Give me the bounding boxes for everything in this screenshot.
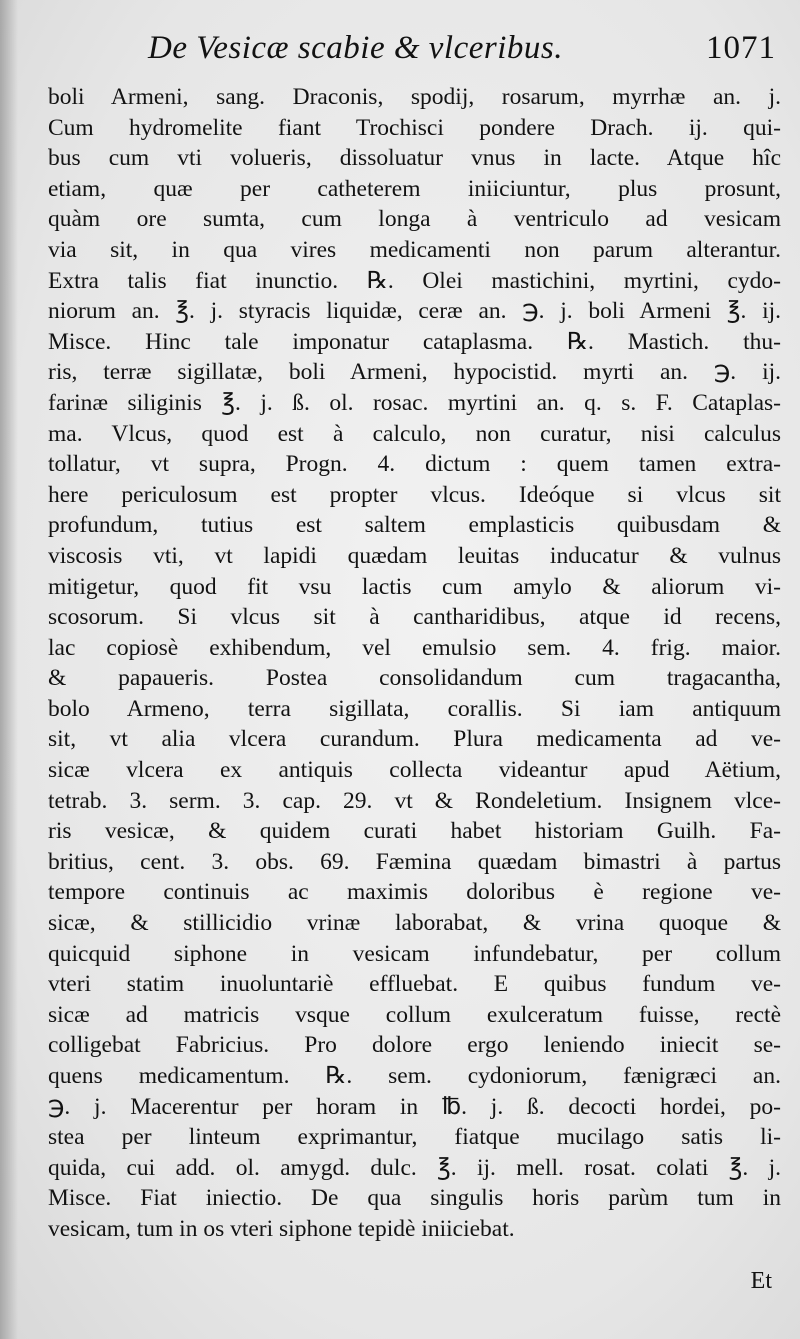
text-line: sicæ ad matricis vsque collum exulceratum fuisse, rectè: [48, 1001, 781, 1028]
text-line: via sit, in qua vires medicamenti non parum alterantur.: [48, 236, 781, 263]
text-line: farinæ siliginis ℥. j. ß. ol. rosac. myrtini an. q. s. F. Cataplas-: [48, 389, 781, 416]
text-line: etiam, quæ per catheterem iniiciuntur, plus prosunt,: [48, 175, 781, 202]
text-line: bus cum vti volueris, dissoluatur vnus in lacte. Atque hîc: [48, 145, 781, 172]
text-line: quàm ore sumta, cum longa à ventriculo ad vesicam: [48, 206, 781, 233]
text-line: ma. Vlcus, quod est à calculo, non curatur, nisi calculus: [48, 420, 781, 447]
gutter-shadow: [0, 0, 18, 1339]
text-line: sicæ vlcera ex antiquis collecta videantur apud Aëtium,: [48, 757, 781, 784]
text-line: & papaueris. Postea consolidandum cum tragacantha,: [48, 665, 781, 692]
text-line: quens medicamentum. ℞. sem. cydoniorum, fænigræci an.: [48, 1063, 781, 1089]
text-line: mitigetur, quod fit vsu lactis cum amylo & aliorum vi-: [48, 573, 781, 600]
text-line: tetrab. 3. serm. 3. cap. 29. vt & Rondeletium. Insignem vlce-: [48, 787, 781, 814]
page-header: [148, 30, 776, 74]
text-line: scosorum. Si vlcus sit à cantharidibus, atque id recens,: [48, 604, 781, 631]
text-line: niorum an. ℥. j. styracis liquidæ, ceræ an. ℈. j. boli Armeni ℥. ij.: [48, 298, 781, 325]
text-line: britius, cent. 3. obs. 69. Fæmina quædam bimastri à partus: [48, 848, 781, 875]
text-line: bolo Armeno, terra sigillata, corallis. Si iam antiquum: [48, 695, 781, 722]
text-line: sit, vt alia vlcera curandum. Plura medicamenta ad ve-: [48, 726, 781, 753]
text-line: ris, terræ sigillatæ, boli Armeni, hypocistid. myrti an. ℈. ij.: [48, 359, 781, 386]
text-line: vteri statim inuoluntariè effluebat. E quibus fundum ve-: [48, 971, 781, 998]
text-line: Misce. Fiat iniectio. De qua singulis horis parùm tum in: [48, 1185, 781, 1212]
text-line: quicquid siphone in vesicam infundebatur, per collum: [48, 940, 781, 967]
text-line: sicæ, & stillicidio vrinæ laborabat, & vrina quoque &: [48, 910, 781, 937]
text-line: colligebat Fabricius. Pro dolore ergo leniendo iniecit se-: [48, 1032, 781, 1059]
text-line: tempore continuis ac maximis doloribus è regione ve-: [48, 879, 781, 906]
text-line: Cum hydromelite fiant Trochisci pondere Drach. ij. qui-: [48, 114, 781, 141]
running-title: De Vesicæ scabie & vlceribus.: [148, 30, 563, 66]
text-line: quida, cui add. ol. amygd. dulc. ℥. ij. mell. rosat. colati ℥. j.: [48, 1154, 781, 1181]
text-line: Extra talis fiat inunctio. ℞. Olei mastichini, myrtini, cydo-: [48, 267, 781, 294]
text-line: here periculosum est propter vlcus. Ideóque si vlcus sit: [48, 481, 781, 508]
text-line: Misce. Hinc tale imponatur cataplasma. ℞. Mastich. thu-: [48, 328, 781, 355]
text-line: lac copiosè exhibendum, vel emulsio sem. 4. frig. maior.: [48, 634, 781, 661]
text-line: vesicam, tum in os vteri siphone tepidè iniiciebat.: [48, 1215, 515, 1242]
catchword: Et: [750, 1268, 772, 1294]
text-line: tollatur, vt supra, Progn. 4. dictum : quem tamen extra-: [48, 451, 781, 478]
text-line: ris vesicæ, & quidem curati habet historiam Guilh. Fa-: [48, 818, 781, 845]
page-number: 1071: [706, 30, 776, 66]
body-text: [48, 82, 781, 1245]
text-line: profundum, tutius est saltem emplasticis quibusdam &: [48, 512, 781, 539]
text-line: stea per linteum exprimantur, fiatque mucilago satis li-: [48, 1124, 781, 1151]
text-line: viscosis vti, vt lapidi quædam leuitas inducatur & vulnus: [48, 542, 781, 569]
text-line: boli Armeni, sang. Draconis, spodij, rosarum, myrrhæ an. j.: [48, 84, 781, 110]
text-line: ℈. j. Macerentur per horam in ℔. j. ß. decocti hordei, po-: [48, 1093, 781, 1120]
